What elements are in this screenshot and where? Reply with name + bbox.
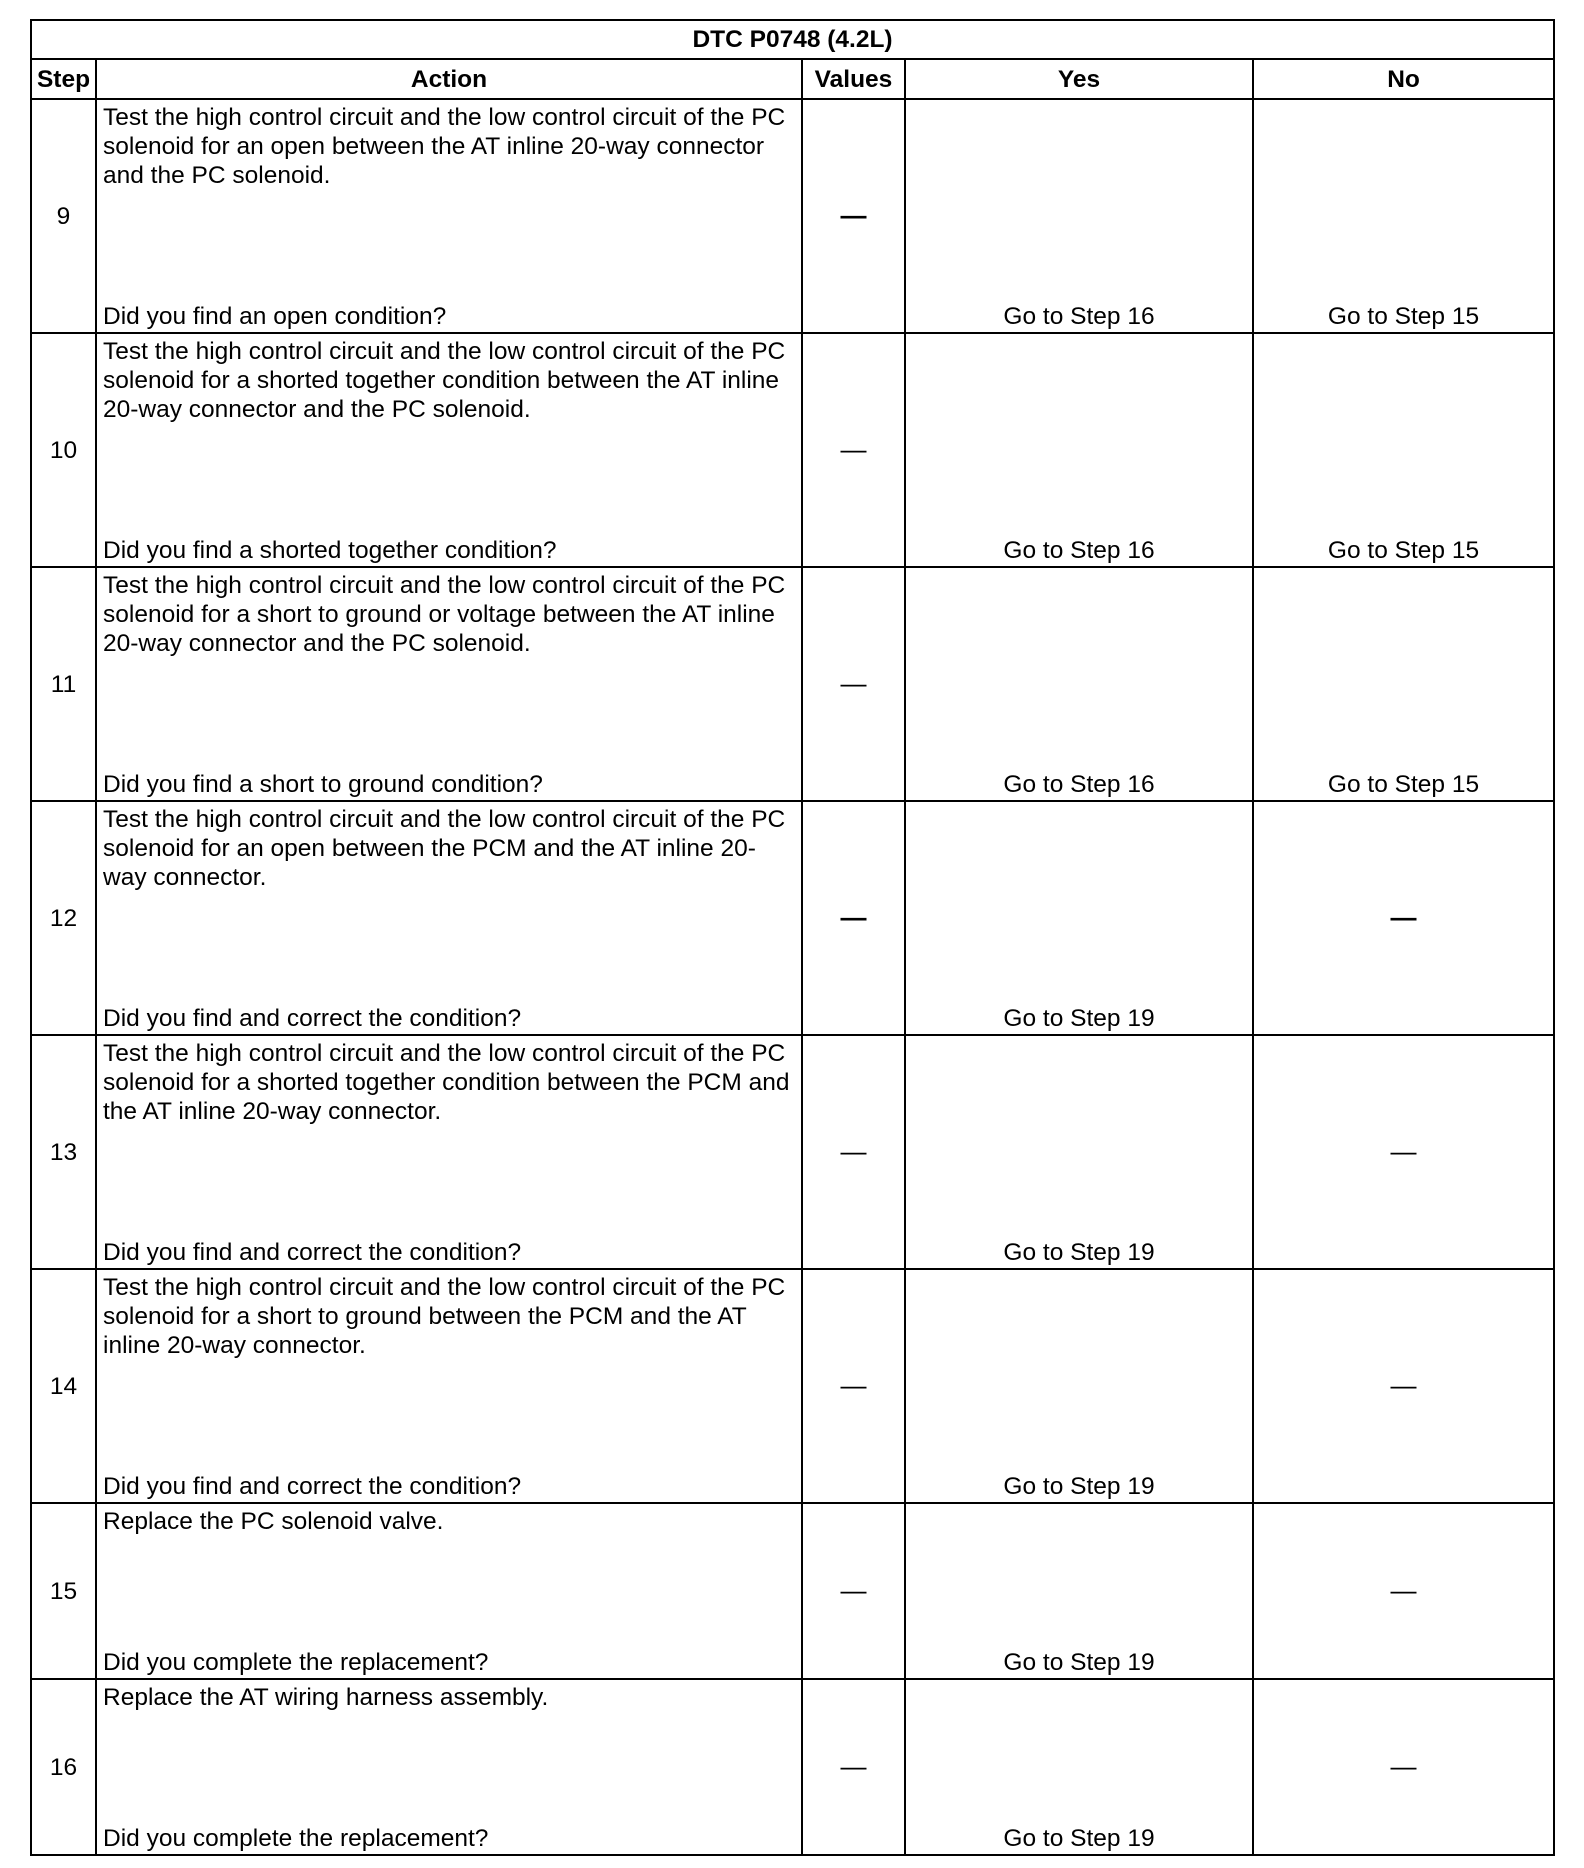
values-dash: —: [840, 434, 867, 464]
yes-goto: Go to Step 19: [1003, 1649, 1155, 1676]
values-cell: [802, 567, 905, 801]
no-dash: —: [1390, 1370, 1417, 1400]
no-cell: [1253, 1035, 1554, 1269]
yes-cell: [905, 1269, 1253, 1503]
action-question: Did you find an open condition?: [103, 303, 447, 330]
values-dash: —: [840, 902, 867, 932]
yes-cell: [905, 567, 1253, 801]
action-instruction: Test the high control circuit and the low control circuit of the PC solenoid for a short to ground between the PCM and the AT inline 20-way connector.: [103, 1274, 786, 1359]
table-row: [31, 567, 1554, 801]
yes-cell: [905, 1035, 1253, 1269]
action-cell: [96, 1035, 802, 1269]
action-instruction: Test the high control circuit and the low control circuit of the PC solenoid for an open between the PCM and the AT inline 20-way connector.: [103, 806, 786, 891]
no-cell: [1253, 333, 1554, 567]
action-question: Did you find and correct the condition?: [103, 1239, 522, 1266]
yes-cell: [905, 333, 1253, 567]
no-cell: [1253, 1503, 1554, 1679]
step-number: 9: [31, 99, 96, 333]
yes-goto: Go to Step 16: [1003, 303, 1155, 330]
values-cell: [802, 1679, 905, 1855]
no-dash: —: [1390, 1136, 1417, 1166]
table-row: [31, 99, 1554, 333]
header-no: No: [1253, 59, 1554, 99]
yes-cell: [905, 1503, 1253, 1679]
no-dash: —: [1390, 1751, 1417, 1781]
step-number: 14: [31, 1269, 96, 1503]
yes-goto: Go to Step 19: [1003, 1473, 1155, 1500]
step-number: 10: [31, 333, 96, 567]
no-cell: [1253, 1269, 1554, 1503]
action-instruction: Test the high control circuit and the low control circuit of the PC solenoid for an open between the AT inline 20-way connector and the PC solenoid.: [103, 104, 786, 189]
action-instruction: Replace the PC solenoid valve.: [103, 1508, 444, 1535]
table-title: DTC P0748 (4.2L): [31, 20, 1554, 59]
no-goto: Go to Step 15: [1327, 303, 1480, 330]
table-row: [31, 801, 1554, 1035]
dtc-table: [30, 19, 1555, 1856]
action-question: Did you find a shorted together condition?: [103, 537, 557, 564]
action-instruction: Test the high control circuit and the low control circuit of the PC solenoid for a short to ground or voltage between the AT inline 20-way connector and the PC solenoid.: [103, 572, 786, 657]
header-action: Action: [96, 59, 802, 99]
no-cell: [1253, 567, 1554, 801]
action-question: Did you find and correct the condition?: [103, 1473, 522, 1500]
yes-goto: Go to Step 19: [1003, 1005, 1155, 1032]
values-dash: —: [840, 1751, 867, 1781]
action-question: Did you complete the replacement?: [103, 1825, 489, 1852]
header-values: Values: [802, 59, 905, 99]
table-row: [31, 1503, 1554, 1679]
values-dash: —: [840, 1575, 867, 1605]
action-cell: [96, 567, 802, 801]
action-cell: [96, 1269, 802, 1503]
values-dash: —: [840, 1370, 867, 1400]
step-number: 11: [31, 567, 96, 801]
values-cell: [802, 99, 905, 333]
yes-goto: Go to Step 19: [1003, 1825, 1155, 1852]
step-number: 16: [31, 1679, 96, 1855]
values-cell: [802, 1503, 905, 1679]
yes-goto: Go to Step 19: [1003, 1239, 1155, 1266]
action-cell: [96, 801, 802, 1035]
no-cell: [1253, 801, 1554, 1035]
action-instruction: Replace the AT wiring harness assembly.: [103, 1684, 549, 1711]
no-cell: [1253, 1679, 1554, 1855]
values-cell: [802, 1035, 905, 1269]
yes-cell: [905, 1679, 1253, 1855]
no-dash: —: [1390, 902, 1417, 932]
table-row: [31, 1679, 1554, 1855]
header-yes: Yes: [905, 59, 1253, 99]
action-instruction: Test the high control circuit and the low control circuit of the PC solenoid for a shorted together condition between the PCM and the AT inline 20-way connector.: [103, 1040, 790, 1125]
no-goto: Go to Step 15: [1327, 771, 1480, 798]
no-cell: [1253, 99, 1554, 333]
values-cell: [802, 1269, 905, 1503]
no-goto: Go to Step 15: [1327, 537, 1480, 564]
yes-cell: [905, 801, 1253, 1035]
action-cell: [96, 333, 802, 567]
values-dash: —: [840, 1136, 867, 1166]
header-step: Step: [31, 59, 96, 99]
action-cell: [96, 1679, 802, 1855]
table-row: [31, 1269, 1554, 1503]
action-instruction: Test the high control circuit and the low control circuit of the PC solenoid for a shorted together condition between the AT inline 20-way connector and the PC solenoid.: [103, 338, 786, 423]
values-cell: [802, 801, 905, 1035]
step-number: 12: [31, 801, 96, 1035]
action-cell: [96, 1503, 802, 1679]
step-number: 13: [31, 1035, 96, 1269]
yes-goto: Go to Step 16: [1003, 537, 1155, 564]
values-dash: —: [840, 668, 867, 698]
table-row: [31, 1035, 1554, 1269]
no-dash: —: [1390, 1575, 1417, 1605]
values-dash: —: [840, 200, 867, 230]
action-question: Did you complete the replacement?: [103, 1649, 489, 1676]
action-question: Did you find and correct the condition?: [103, 1005, 522, 1032]
action-question: Did you find a short to ground condition?: [103, 771, 543, 798]
yes-cell: [905, 99, 1253, 333]
yes-goto: Go to Step 16: [1003, 771, 1155, 798]
table-row: [31, 333, 1554, 567]
step-number: 15: [31, 1503, 96, 1679]
action-cell: [96, 99, 802, 333]
values-cell: [802, 333, 905, 567]
